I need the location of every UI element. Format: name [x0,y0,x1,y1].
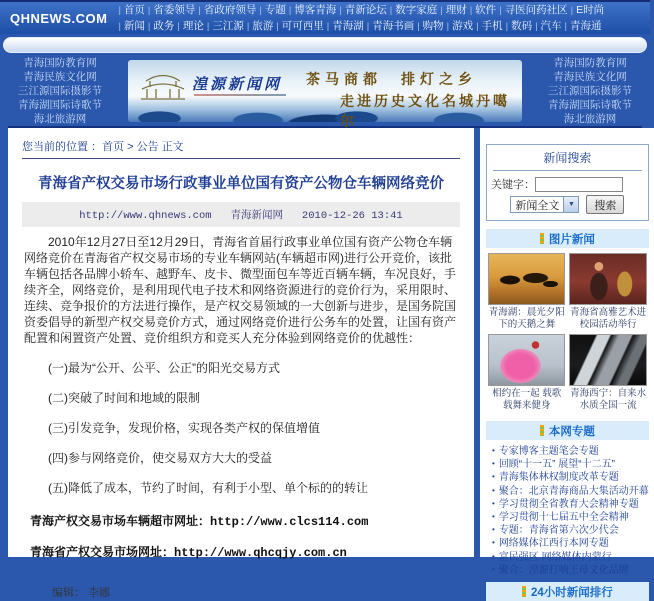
section-marker-icon [540,233,544,244]
article-point: (三)引发竞争，发现价格，实现各类产权的保值增值 [48,421,320,435]
article-paragraph: 2010年12月27日至12月29日，青海省首届行政事业单位国有资产公物仓车辆网络竞价在青海省产权交易市场的专业车辆网站(车辆超市网)进行公开竞价，该批车辆包括各品牌小轿车、越野车、皮卡、微型面包车等近百辆车辆，车况良好，手续齐全，网络竞价，是利用现代电子技术和网络资源进行的竞价行为，采用限时、连续、竞争报价的方法进行操作，是产权交易领域的一大创新与进步，是国务院国资委倡导的新型产权交易竞价方式，通过网络竞价进行公务车的处置，让国有资产配置和闲置资产处置、竞价组织方和竞买人充分体验到网络竞价的优越性： [24,235,457,345]
keyword-row [491,176,644,192]
banner-slogan-2: 走进历史文化名城丹噶尔 [340,93,510,129]
article-link-label: 青海省产权交易市场网址： [30,545,175,559]
topic-link[interactable]: • 聚合：湟源打响王母文化品牌 [490,564,649,577]
search-scope-select[interactable] [510,196,579,213]
photo-caption[interactable]: 青海省高雅艺术进校园活动举行 [570,307,647,330]
top-nav-link[interactable]: | 专题 [256,3,285,18]
topic-link[interactable]: • 回顾“十一五” 展望“十二五” [490,458,649,471]
banner-side-link[interactable]: 海北旅游网 [563,113,617,125]
top-nav-link[interactable]: | 游戏 [444,19,473,34]
top-nav-link[interactable]: | 青海湖 [324,19,364,34]
banner-site-name: 湟源新闻网 [192,76,283,93]
top-nav-row-1 [115,3,604,18]
top-nav-rows [115,3,604,34]
banner-side-link[interactable]: 青海民族文化网 [553,71,627,83]
article-points [24,359,458,496]
topic-link[interactable]: • 网络媒体江西行本网专题 [490,537,649,550]
top-nav-link[interactable]: | 首页 [115,3,144,18]
article-link-label: 青海产权交易市场车辆超市网址： [30,514,211,528]
top-nav-link[interactable]: | 三江源 [204,19,244,34]
topic-link[interactable]: • 富民强区 网络媒体内蒙行 [490,551,649,564]
photo-swans-sunset[interactable] [488,253,565,305]
top-nav-bar [0,0,650,34]
banner-side-link[interactable]: 青海湖国际诗歌节 [18,99,102,111]
article-datetime: 2010-12-26 13:41 [301,210,403,222]
editor-name: 李娜 [88,587,111,599]
banner-slogan-1: 茶马商都 排灯之乡 [306,71,477,87]
top-nav-link[interactable]: | 省委领导 [145,3,195,18]
editor-line [52,584,458,600]
topic-link[interactable]: • 青海集体林权制度改革专题 [490,471,649,484]
editor-label: 编辑： [52,587,85,599]
article-link-url[interactable]: http://www.qhcqjy.com.cn [174,546,347,560]
photo-campus-art-event[interactable] [569,253,646,305]
article-title: 青海省产权交易市场行政事业单位国有资产公物仓车辆网络竞价 [38,176,444,192]
topics-header [486,421,649,440]
content-area [8,126,649,599]
banner-side-link[interactable]: 青海民族文化网 [23,71,97,83]
top-nav-link[interactable]: | 手机 [473,19,502,34]
photo-caption[interactable]: 青海湖：晨光夕阳下的天鹅之舞 [488,307,565,330]
photo-caption[interactable]: 相约在一起 载歌载舞来健身 [492,388,562,411]
news-search-panel [486,144,649,221]
top-nav-link[interactable]: | 寻医问药社区 [496,3,567,18]
photo-news-title: 图片新闻 [548,233,595,246]
top-nav-link[interactable]: | 理财 [437,3,466,18]
search-scope-value: 新闻全文 [515,199,560,212]
banner-side-link[interactable]: 海北旅游网 [33,113,87,125]
article-link-url[interactable]: http://www.clcs114.com [210,515,369,529]
banner-side-link[interactable]: 三江源国际摄影节 [18,85,102,97]
photo-news-item [569,334,646,411]
article-column [8,128,474,599]
top-nav-link[interactable]: | 数字家庭 [387,3,437,18]
article-body [24,234,458,600]
top-nav-row-2 [115,19,604,34]
banner-side-link[interactable]: 青海国防教育网 [23,57,97,69]
article-link-line [24,512,458,529]
breadcrumb-label: 您当前的位置 ： [22,141,103,153]
photo-dance-fitness[interactable] [488,334,565,386]
top-nav-link[interactable]: | 数码 [503,19,532,34]
topic-link[interactable]: • 聚合：北京青海商品大集活动开幕 [490,485,649,498]
decorative-toolbar [3,37,647,53]
section-marker-icon [540,425,544,436]
search-panel-title: 新闻搜索 [493,149,642,171]
pavilion-icon [138,69,188,103]
search-button[interactable]: 搜索 [586,195,624,214]
breadcrumb-home-link[interactable]: 首页 [102,141,125,153]
photo-news-header [486,229,649,248]
topics-list [486,440,649,577]
top-nav-link[interactable]: | 省政府领导 [195,3,256,18]
photo-water-quality[interactable] [569,334,646,386]
keyword-label: 关键字： [491,179,535,191]
banner-links-left [0,56,120,126]
topic-link[interactable]: • 学习贯彻全省教育大会精神专题 [490,498,649,511]
top-nav-link[interactable]: | 汽车 [532,19,561,34]
banner-side-link[interactable]: 青海国防教育网 [553,57,627,69]
article-link-line [24,543,458,560]
top-nav-link[interactable]: | 博客青海 [286,3,336,18]
top-nav-link[interactable]: | 政务 [145,19,174,34]
source-url[interactable]: http://www.qhnews.com [79,210,212,222]
top-nav-link[interactable]: | 购物 [414,19,443,34]
article-point: (二)突破了时间和地域的限制 [48,391,200,405]
top-nav-link[interactable]: | 新闻 [115,19,144,34]
section-marker-icon [522,586,526,597]
top-nav-link[interactable]: | 青海通 [562,19,602,34]
banner-links-right [530,56,650,126]
site-logo[interactable]: QHNEWS.COM [10,10,108,26]
topics-title: 本网专题 [548,425,595,438]
topic-link[interactable]: • 学习贯彻十七届五中全会精神 [490,511,649,524]
source-name: 青海新闻网 [230,209,283,221]
photo-news-item [488,334,565,411]
photo-caption[interactable]: 青海西宁：自来水水质全国一流 [570,388,647,411]
sidebar [480,128,654,599]
banner-side-link[interactable]: 青海湖国际诗歌节 [548,99,632,111]
photo-news-item [569,253,646,330]
search-controls-row [491,195,644,214]
banner-site-url-line [194,94,286,96]
photo-news-grid [486,248,649,413]
article-point: (一)最为“公开、公平、公正”的阳光交易方式 [48,361,280,375]
top-nav-link[interactable]: | 青海书画 [364,19,414,34]
chevron-down-icon[interactable]: ▼ [563,197,578,212]
breadcrumb-current: 正文 [161,141,184,153]
top-nav-link[interactable]: | 青新论坛 [336,3,386,18]
photo-news-item [488,253,565,330]
breadcrumb [22,138,460,159]
top-nav-link[interactable]: | 旅游 [244,19,273,34]
topic-link[interactable]: • 专题：青海省第六次少代会 [490,524,649,537]
banner-side-link[interactable]: 三江源国际摄影节 [548,85,632,97]
banner-ad-image[interactable] [128,60,522,129]
ranking-header [486,582,649,601]
search-input[interactable] [535,177,623,192]
article-point: (五)降低了成本，节约了时间，有利于小型、单个标的的转让 [48,481,368,495]
ranking-title: 24小时新闻排行 [531,586,613,599]
breadcrumb-section-link[interactable]: 公告 [136,141,159,153]
article-source-bar [22,202,460,227]
top-nav-link[interactable]: | E时尚 [568,3,604,18]
article-links [24,512,458,560]
topic-link[interactable]: • 专家博客主题笔会专题 [490,445,649,458]
article-point: (四)参与网络竞价，使交易双方大大的受益 [48,451,272,465]
banner-row [0,56,650,129]
top-nav-link[interactable]: | 可可西里 [273,19,323,34]
top-nav-link[interactable]: | 理论 [174,19,203,34]
breadcrumb-separator: > [127,141,134,153]
top-nav-link[interactable]: | 软件 [467,3,496,18]
